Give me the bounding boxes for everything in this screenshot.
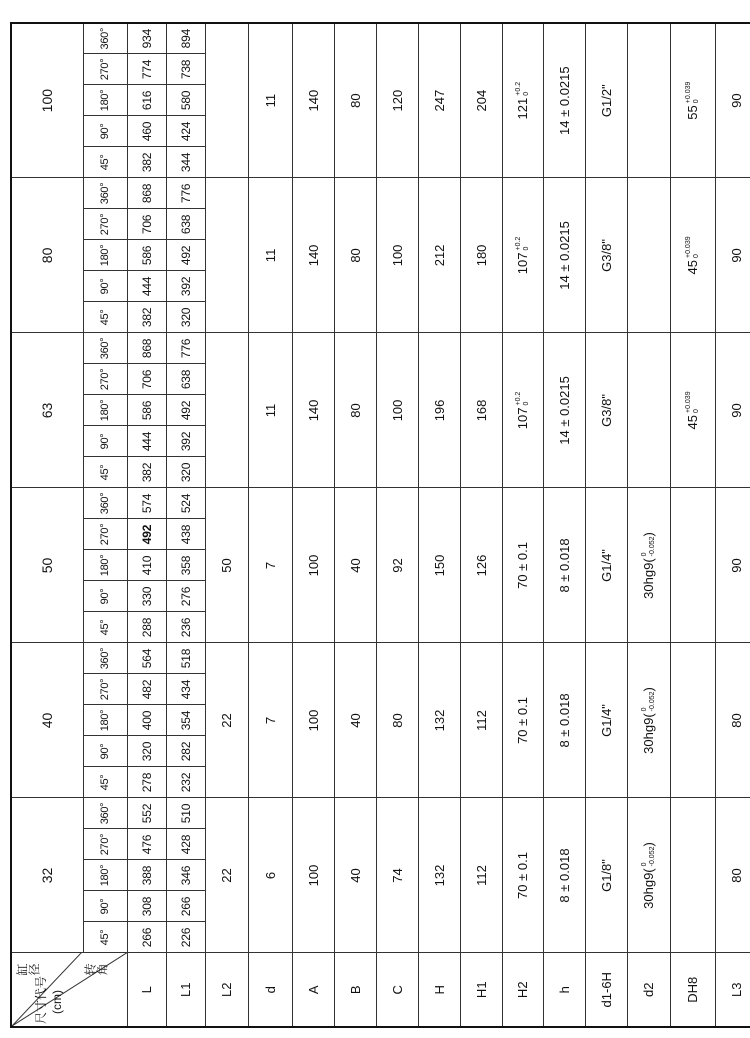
value-cell: 524 bbox=[166, 488, 205, 519]
header-row-angles bbox=[83, 23, 127, 1027]
value-cell: 460 bbox=[127, 116, 166, 147]
angle-cell: 180° bbox=[83, 240, 127, 271]
angle-cell: 180° bbox=[83, 85, 127, 116]
value-cell: 586 bbox=[127, 240, 166, 271]
value-cell: 70 ± 0.1 bbox=[502, 488, 543, 643]
value-cell: 492 bbox=[166, 240, 205, 271]
value-cell: 510 bbox=[166, 798, 205, 829]
value-cell: 74 bbox=[376, 798, 418, 953]
row-C bbox=[376, 23, 418, 1027]
value-cell: 6 bbox=[248, 798, 292, 953]
angle-cell: 270° bbox=[83, 209, 127, 240]
tolerance-close: ) bbox=[641, 532, 656, 537]
angle-cell: 90° bbox=[83, 116, 127, 147]
diameter-32: 32 bbox=[11, 798, 83, 953]
value-cell-with-tolerance bbox=[502, 23, 543, 178]
value-cell: 434 bbox=[166, 674, 205, 705]
tolerance-stack bbox=[515, 237, 531, 251]
value-cell: 90 bbox=[715, 488, 750, 643]
corner-diameter-label: 缸径 bbox=[16, 963, 40, 977]
value-cell: G1/4" bbox=[585, 488, 627, 643]
tolerance-stack bbox=[515, 392, 531, 406]
value-cell: 8 ± 0.018 bbox=[543, 488, 585, 643]
tolerance-lower: -0.052 bbox=[648, 691, 656, 712]
tolerance-stack bbox=[641, 847, 657, 867]
value-cell bbox=[670, 798, 715, 953]
angle-cell: 180° bbox=[83, 550, 127, 581]
value-cell bbox=[627, 178, 670, 333]
tolerance-stack bbox=[515, 82, 531, 96]
tolerance-stack bbox=[685, 391, 701, 413]
value-cell: 92 bbox=[376, 488, 418, 643]
value-cell: 232 bbox=[166, 767, 205, 798]
value-cell bbox=[670, 643, 715, 798]
value-cell: 40 bbox=[334, 798, 376, 953]
value-cell: 776 bbox=[166, 333, 205, 364]
value-cell: 80 bbox=[334, 23, 376, 178]
value-cell: 212 bbox=[418, 178, 460, 333]
tolerance-lower: 0 bbox=[692, 254, 700, 258]
value-cell: 388 bbox=[127, 860, 166, 891]
angle-cell: 180° bbox=[83, 860, 127, 891]
tolerance-upper: +0.039 bbox=[684, 391, 692, 414]
value-cell-with-tolerance bbox=[502, 333, 543, 488]
value-cell-with-tolerance bbox=[670, 178, 715, 333]
row-d1-6H bbox=[585, 23, 627, 1027]
row-label-H1: H1 bbox=[460, 953, 502, 1027]
row-A bbox=[292, 23, 334, 1027]
value-cell: 580 bbox=[166, 85, 205, 116]
angle-cell: 90° bbox=[83, 271, 127, 302]
angle-cell: 45° bbox=[83, 457, 127, 488]
row-label-H: H bbox=[418, 953, 460, 1027]
row-label-C: C bbox=[376, 953, 418, 1027]
diameter-80: 80 bbox=[11, 178, 83, 333]
row-label-B: B bbox=[334, 953, 376, 1027]
value-cell: 392 bbox=[166, 426, 205, 457]
value-cell: 492 bbox=[127, 519, 166, 550]
value-cell: 706 bbox=[127, 364, 166, 395]
tolerance-lower: 0 bbox=[522, 246, 530, 251]
value-cell: 50 bbox=[205, 488, 248, 643]
diameter-50: 50 bbox=[11, 488, 83, 643]
value-cell: 616 bbox=[127, 85, 166, 116]
value-cell bbox=[627, 333, 670, 488]
row-L2 bbox=[205, 23, 248, 1027]
tolerance-upper: +0.2 bbox=[514, 236, 522, 251]
value-cell: 132 bbox=[418, 798, 460, 953]
tolerance-upper: +0.039 bbox=[684, 236, 692, 258]
value-cell: 492 bbox=[166, 395, 205, 426]
value-cell: 330 bbox=[127, 581, 166, 612]
row-H2 bbox=[502, 23, 543, 1027]
value-cell-with-tolerance bbox=[670, 23, 715, 178]
row-label-d1-6H: d1-6H bbox=[585, 953, 627, 1027]
value-cell: 70 ± 0.1 bbox=[502, 798, 543, 953]
value-cell bbox=[205, 23, 248, 178]
row-label-DH8: DH8 bbox=[670, 953, 715, 1027]
row-L1 bbox=[166, 23, 205, 1027]
value-cell: 140 bbox=[292, 333, 334, 488]
tolerance-upper: 0 bbox=[640, 707, 648, 712]
tolerance-base: 107 bbox=[515, 407, 530, 430]
angle-cell: 90° bbox=[83, 736, 127, 767]
row-label-d: d bbox=[248, 953, 292, 1027]
value-cell: 126 bbox=[460, 488, 502, 643]
value-cell: 80 bbox=[715, 643, 750, 798]
value-cell: 7 bbox=[248, 488, 292, 643]
angle-cell: 360° bbox=[83, 488, 127, 519]
value-cell: 934 bbox=[127, 23, 166, 54]
value-cell: 11 bbox=[248, 178, 292, 333]
tolerance-stack bbox=[685, 236, 701, 258]
angle-cell: 45° bbox=[83, 767, 127, 798]
tolerance-base: 30hg9( bbox=[641, 868, 656, 909]
value-cell: 80 bbox=[715, 798, 750, 953]
value-cell: 80 bbox=[376, 643, 418, 798]
value-cell: 868 bbox=[127, 333, 166, 364]
angle-cell: 270° bbox=[83, 674, 127, 705]
value-cell: 282 bbox=[166, 736, 205, 767]
tolerance-lower: -0.052 bbox=[648, 846, 656, 867]
row-label-L3: L3 bbox=[715, 953, 750, 1027]
value-cell: 444 bbox=[127, 271, 166, 302]
angle-cell: 90° bbox=[83, 426, 127, 457]
value-cell: 11 bbox=[248, 333, 292, 488]
row-L bbox=[127, 23, 166, 1027]
value-cell: 706 bbox=[127, 209, 166, 240]
angle-cell: 45° bbox=[83, 147, 127, 178]
value-cell: 564 bbox=[127, 643, 166, 674]
value-cell: 354 bbox=[166, 705, 205, 736]
value-cell: 150 bbox=[418, 488, 460, 643]
row-H bbox=[418, 23, 460, 1027]
value-cell: 100 bbox=[292, 488, 334, 643]
value-cell: 80 bbox=[334, 333, 376, 488]
tolerance-lower: 0 bbox=[692, 99, 700, 104]
tolerance-base: 107 bbox=[515, 252, 530, 275]
value-cell: 586 bbox=[127, 395, 166, 426]
tolerance-base: 30hg9( bbox=[641, 713, 656, 754]
value-cell: 518 bbox=[166, 643, 205, 674]
value-cell: 552 bbox=[127, 798, 166, 829]
value-cell bbox=[627, 23, 670, 178]
value-cell: 638 bbox=[166, 209, 205, 240]
value-cell: 320 bbox=[127, 736, 166, 767]
tolerance-lower: 0 bbox=[692, 409, 700, 414]
value-cell: 346 bbox=[166, 860, 205, 891]
value-cell: 278 bbox=[127, 767, 166, 798]
value-cell: 90 bbox=[715, 178, 750, 333]
angle-cell: 180° bbox=[83, 395, 127, 426]
angle-cell: 270° bbox=[83, 364, 127, 395]
row-label-L: L bbox=[127, 953, 166, 1027]
value-cell: 344 bbox=[166, 147, 205, 178]
angle-cell: 360° bbox=[83, 798, 127, 829]
value-cell: 382 bbox=[127, 147, 166, 178]
value-cell: 358 bbox=[166, 550, 205, 581]
angle-cell: 45° bbox=[83, 612, 127, 643]
tolerance-upper: 0 bbox=[640, 862, 648, 867]
value-cell: 180 bbox=[460, 178, 502, 333]
corner-unit-label: (cm) bbox=[50, 990, 64, 1014]
value-cell: 204 bbox=[460, 23, 502, 178]
value-cell: 7 bbox=[248, 643, 292, 798]
value-cell: 22 bbox=[205, 798, 248, 953]
value-cell: 288 bbox=[127, 612, 166, 643]
tolerance-base: 121 bbox=[515, 97, 530, 120]
value-cell: 140 bbox=[292, 178, 334, 333]
tolerance-stack bbox=[641, 536, 657, 556]
angle-cell: 360° bbox=[83, 178, 127, 209]
value-cell: 868 bbox=[127, 178, 166, 209]
angle-cell: 360° bbox=[83, 333, 127, 364]
angle-cell: 45° bbox=[83, 302, 127, 333]
angle-cell: 45° bbox=[83, 922, 127, 953]
value-cell-with-tolerance bbox=[502, 178, 543, 333]
value-cell: 236 bbox=[166, 612, 205, 643]
value-cell: 424 bbox=[166, 116, 205, 147]
value-cell: G1/8" bbox=[585, 798, 627, 953]
angle-cell: 360° bbox=[83, 23, 127, 54]
value-cell: 574 bbox=[127, 488, 166, 519]
value-cell: G1/4" bbox=[585, 643, 627, 798]
value-cell: 320 bbox=[166, 457, 205, 488]
value-cell: 266 bbox=[166, 891, 205, 922]
value-cell: 90 bbox=[715, 333, 750, 488]
row-label-L2: L2 bbox=[205, 953, 248, 1027]
value-cell: 168 bbox=[460, 333, 502, 488]
diameter-100: 100 bbox=[11, 23, 83, 178]
value-cell: 100 bbox=[292, 643, 334, 798]
tolerance-stack bbox=[641, 691, 657, 711]
tolerance-stack bbox=[685, 82, 701, 104]
value-cell bbox=[205, 178, 248, 333]
value-cell: 132 bbox=[418, 643, 460, 798]
value-cell: G1/2" bbox=[585, 23, 627, 178]
value-cell: 90 bbox=[715, 23, 750, 178]
header-corner-cell bbox=[11, 953, 127, 1027]
value-cell: 482 bbox=[127, 674, 166, 705]
value-cell: 40 bbox=[334, 643, 376, 798]
diameter-63: 63 bbox=[11, 333, 83, 488]
value-cell: 308 bbox=[127, 891, 166, 922]
value-cell: 140 bbox=[292, 23, 334, 178]
value-cell: 100 bbox=[376, 333, 418, 488]
row-label-h: h bbox=[543, 953, 585, 1027]
row-label-L1: L1 bbox=[166, 953, 205, 1027]
value-cell: 8 ± 0.018 bbox=[543, 643, 585, 798]
tolerance-close: ) bbox=[641, 842, 656, 847]
value-cell: G3/8" bbox=[585, 333, 627, 488]
row-d2 bbox=[627, 23, 670, 1027]
spec-table-rotated bbox=[10, 24, 745, 1028]
value-cell: 410 bbox=[127, 550, 166, 581]
tolerance-base: 55 bbox=[685, 105, 700, 120]
row-label-d2: d2 bbox=[627, 953, 670, 1027]
angle-cell: 90° bbox=[83, 891, 127, 922]
angle-cell: 180° bbox=[83, 705, 127, 736]
corner-angle-label: 转角 bbox=[84, 963, 108, 977]
value-cell: 70 ± 0.1 bbox=[502, 643, 543, 798]
row-DH8 bbox=[670, 23, 715, 1027]
tolerance-upper: +0.2 bbox=[514, 81, 522, 96]
value-cell: 392 bbox=[166, 271, 205, 302]
row-label-A: A bbox=[292, 953, 334, 1027]
value-cell: 11 bbox=[248, 23, 292, 178]
value-cell: 320 bbox=[166, 302, 205, 333]
value-cell: 476 bbox=[127, 829, 166, 860]
row-d bbox=[248, 23, 292, 1027]
value-cell: 100 bbox=[376, 178, 418, 333]
value-cell: 382 bbox=[127, 457, 166, 488]
tolerance-upper: +0.039 bbox=[684, 81, 692, 104]
value-cell: 894 bbox=[166, 23, 205, 54]
row-label-H2: H2 bbox=[502, 953, 543, 1027]
value-cell: 14 ± 0.0215 bbox=[543, 178, 585, 333]
value-cell: 776 bbox=[166, 178, 205, 209]
angle-cell: 270° bbox=[83, 54, 127, 85]
cylinder-dimension-table bbox=[10, 22, 750, 1028]
row-L3 bbox=[715, 23, 750, 1027]
header-row-diameters bbox=[11, 23, 83, 1027]
row-h bbox=[543, 23, 585, 1027]
value-cell: 80 bbox=[334, 178, 376, 333]
tolerance-base: 30hg9( bbox=[641, 558, 656, 599]
tolerance-upper: 0 bbox=[640, 552, 648, 557]
value-cell: 400 bbox=[127, 705, 166, 736]
value-cell: 382 bbox=[127, 302, 166, 333]
tolerance-upper: +0.2 bbox=[514, 391, 522, 406]
value-cell: 14 ± 0.0215 bbox=[543, 23, 585, 178]
diameter-40: 40 bbox=[11, 643, 83, 798]
value-cell: 438 bbox=[166, 519, 205, 550]
tolerance-base: 45 bbox=[685, 415, 700, 430]
tolerance-base: 45 bbox=[685, 260, 700, 275]
value-cell bbox=[205, 333, 248, 488]
value-cell: 40 bbox=[334, 488, 376, 643]
value-cell: 112 bbox=[460, 643, 502, 798]
tolerance-lower: -0.052 bbox=[648, 536, 656, 557]
value-cell: 638 bbox=[166, 364, 205, 395]
tolerance-lower: 0 bbox=[522, 91, 530, 96]
value-cell: 266 bbox=[127, 922, 166, 953]
value-cell: 247 bbox=[418, 23, 460, 178]
value-cell: 8 ± 0.018 bbox=[543, 798, 585, 953]
row-H1 bbox=[460, 23, 502, 1027]
value-cell: G3/8" bbox=[585, 178, 627, 333]
value-cell-with-tolerance bbox=[627, 488, 670, 643]
value-cell: 276 bbox=[166, 581, 205, 612]
value-cell: 226 bbox=[166, 922, 205, 953]
value-cell: 22 bbox=[205, 643, 248, 798]
tolerance-lower: 0 bbox=[522, 401, 530, 406]
value-cell: 14 ± 0.0215 bbox=[543, 333, 585, 488]
value-cell: 120 bbox=[376, 23, 418, 178]
value-cell: 444 bbox=[127, 426, 166, 457]
value-cell: 196 bbox=[418, 333, 460, 488]
value-cell bbox=[670, 488, 715, 643]
value-cell-with-tolerance bbox=[627, 643, 670, 798]
value-cell: 112 bbox=[460, 798, 502, 953]
angle-cell: 270° bbox=[83, 829, 127, 860]
angle-cell: 90° bbox=[83, 581, 127, 612]
value-cell: 428 bbox=[166, 829, 205, 860]
angle-cell: 360° bbox=[83, 643, 127, 674]
row-B bbox=[334, 23, 376, 1027]
tolerance-close: ) bbox=[641, 687, 656, 692]
angle-cell: 270° bbox=[83, 519, 127, 550]
value-cell-with-tolerance bbox=[670, 333, 715, 488]
value-cell: 738 bbox=[166, 54, 205, 85]
value-cell-with-tolerance bbox=[627, 798, 670, 953]
value-cell: 774 bbox=[127, 54, 166, 85]
value-cell: 100 bbox=[292, 798, 334, 953]
corner-code-label: 尺寸代号 bbox=[34, 975, 48, 1024]
